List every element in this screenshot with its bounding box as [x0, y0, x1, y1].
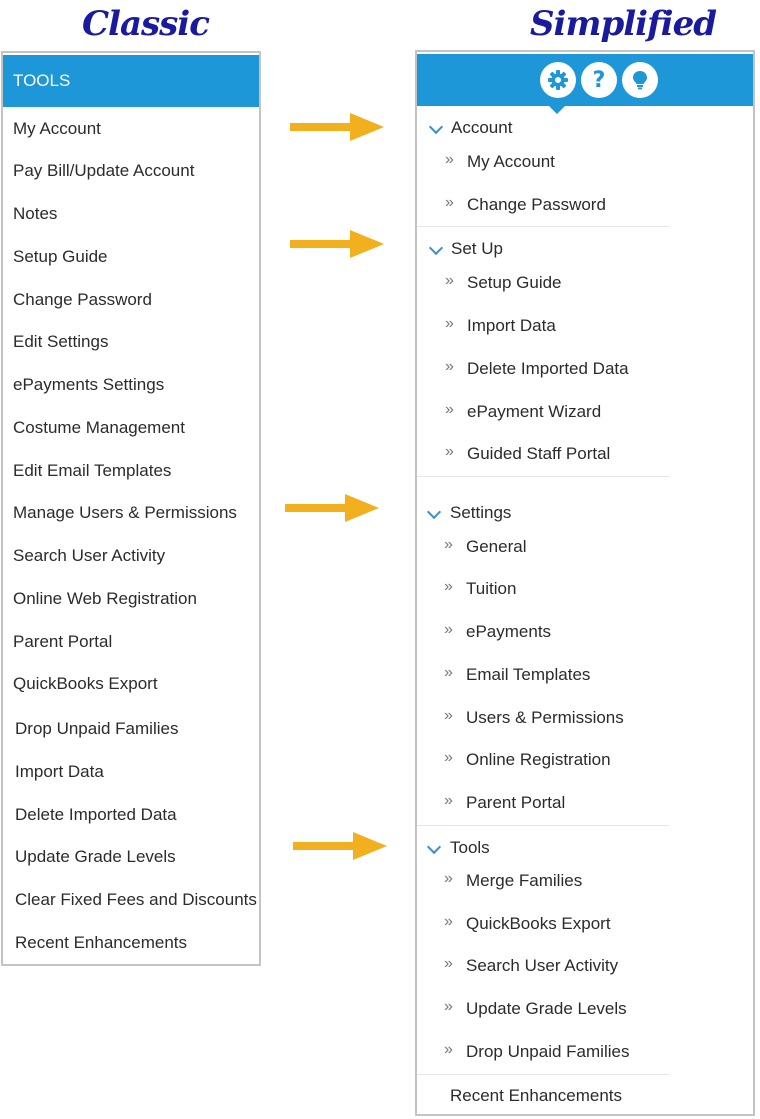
classic-item-import-data[interactable]: Import Data [15, 762, 104, 781]
double-chevron-right-icon: » [445, 401, 454, 418]
classic-item-drop-unpaid-families[interactable]: Drop Unpaid Families [15, 719, 179, 738]
simplified-menu-header [417, 54, 753, 106]
double-chevron-right-icon: » [444, 792, 453, 809]
double-chevron-right-icon: » [444, 913, 453, 930]
simplified-menu-panel [415, 50, 755, 1116]
classic-item-quickbooks-export[interactable]: QuickBooks Export [13, 674, 158, 693]
classic-item-epayments-settings[interactable]: ePayments Settings [13, 375, 165, 394]
classic-menu-panel [1, 51, 261, 966]
double-chevron-right-icon: » [444, 578, 453, 595]
double-chevron-right-icon: » [444, 955, 453, 972]
classic-item-my-account[interactable]: My Account [13, 119, 101, 138]
menu-item-drop-unpaid-families[interactable]: Drop Unpaid Families [466, 1042, 630, 1061]
section-title-tools[interactable]: Tools [450, 838, 490, 857]
menu-item-my-account[interactable]: My Account [467, 152, 555, 171]
menu-item-recent-enhancements[interactable]: Recent Enhancements [450, 1086, 622, 1105]
menu-item-general[interactable]: General [466, 537, 527, 556]
classic-item-setup-guide[interactable]: Setup Guide [13, 247, 108, 266]
double-chevron-right-icon: » [444, 536, 453, 553]
arrow-tools [293, 832, 388, 862]
chevron-down-icon[interactable] [429, 241, 443, 255]
double-chevron-right-icon: » [444, 870, 453, 887]
double-chevron-right-icon: » [445, 443, 454, 460]
menu-item-quickbooks-export[interactable]: QuickBooks Export [466, 914, 611, 933]
menu-item-search-user-activity[interactable]: Search User Activity [466, 956, 619, 975]
classic-item-parent-portal[interactable]: Parent Portal [13, 632, 113, 651]
double-chevron-right-icon: » [445, 272, 454, 289]
menu-item-users-and-permissions[interactable]: Users & Permissions [466, 708, 624, 727]
arrow-settings [285, 494, 380, 524]
classic-heading: Classic [82, 4, 209, 44]
arrow-account [290, 113, 385, 143]
section-title-settings[interactable]: Settings [450, 503, 512, 522]
double-chevron-right-icon: » [445, 194, 454, 211]
section-title-account[interactable]: Account [451, 118, 513, 137]
menu-item-online-registration[interactable]: Online Registration [466, 750, 611, 769]
menu-item-tuition[interactable]: Tuition [466, 579, 517, 598]
classic-item-search-user-activity[interactable]: Search User Activity [13, 546, 166, 565]
header-pointer [549, 106, 565, 114]
classic-item-recent-enhancements[interactable]: Recent Enhancements [15, 933, 187, 952]
simplified-heading: Simplified [530, 4, 716, 44]
double-chevron-right-icon: » [445, 358, 454, 375]
menu-item-email-templates[interactable]: Email Templates [466, 665, 591, 684]
menu-item-update-grade-levels[interactable]: Update Grade Levels [466, 999, 627, 1018]
double-chevron-right-icon: » [444, 621, 453, 638]
classic-item-delete-imported-data[interactable]: Delete Imported Data [15, 805, 177, 824]
chevron-down-icon[interactable] [427, 505, 441, 519]
menu-item-epayments[interactable]: ePayments [466, 622, 552, 641]
classic-item-edit-settings[interactable]: Edit Settings [13, 332, 109, 351]
double-chevron-right-icon: » [444, 998, 453, 1015]
menu-item-setup-guide[interactable]: Setup Guide [467, 273, 562, 292]
menu-item-guided-staff-portal[interactable]: Guided Staff Portal [467, 444, 611, 463]
menu-item-delete-imported-data[interactable]: Delete Imported Data [467, 359, 629, 378]
section-divider [417, 226, 669, 227]
classic-item-manage-users-and-permissions[interactable]: Manage Users & Permissions [13, 503, 237, 522]
section-divider [417, 476, 669, 477]
arrow-setup [290, 230, 385, 260]
menu-item-epayment-wizard[interactable]: ePayment Wizard [467, 402, 602, 421]
double-chevron-right-icon: » [444, 707, 453, 724]
menu-item-parent-portal[interactable]: Parent Portal [466, 793, 566, 812]
question-icon[interactable]: ? [581, 62, 617, 98]
chevron-down-icon[interactable] [427, 840, 441, 854]
gear-icon[interactable] [540, 62, 576, 98]
double-chevron-right-icon: » [444, 1041, 453, 1058]
classic-item-update-grade-levels[interactable]: Update Grade Levels [15, 847, 176, 866]
section-divider [417, 1074, 669, 1075]
classic-item-online-web-registration[interactable]: Online Web Registration [13, 589, 197, 608]
menu-item-merge-families[interactable]: Merge Families [466, 871, 583, 890]
classic-item-costume-management[interactable]: Costume Management [13, 418, 185, 437]
classic-menu-header: TOOLS [3, 55, 259, 107]
section-divider [417, 825, 669, 826]
lightbulb-icon[interactable] [622, 62, 658, 98]
section-title-set-up[interactable]: Set Up [451, 239, 503, 258]
classic-item-notes[interactable]: Notes [13, 204, 58, 223]
classic-item-change-password[interactable]: Change Password [13, 290, 152, 309]
classic-item-clear-fixed-fees-and-discounts[interactable]: Clear Fixed Fees and Discounts [15, 890, 257, 909]
double-chevron-right-icon: » [445, 151, 454, 168]
double-chevron-right-icon: » [445, 315, 454, 332]
chevron-down-icon[interactable] [429, 120, 443, 134]
classic-item-edit-email-templates[interactable]: Edit Email Templates [13, 461, 172, 480]
double-chevron-right-icon: » [444, 749, 453, 766]
menu-item-change-password[interactable]: Change Password [467, 195, 606, 214]
double-chevron-right-icon: » [444, 664, 453, 681]
menu-item-import-data[interactable]: Import Data [467, 316, 556, 335]
classic-item-pay-bill-update-account[interactable]: Pay Bill/Update Account [13, 161, 195, 180]
